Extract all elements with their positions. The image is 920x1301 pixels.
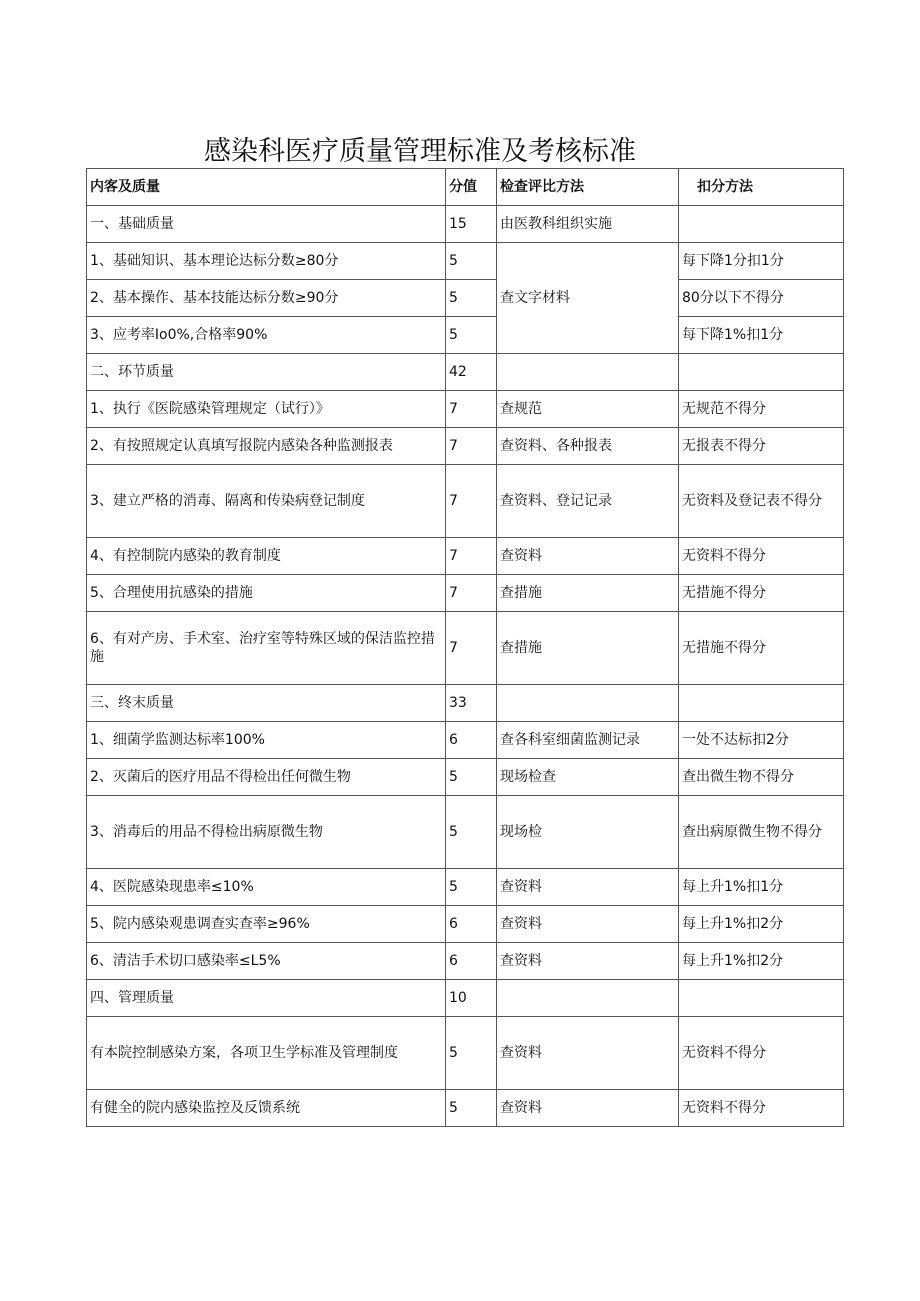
header-content: 内客及质量 — [87, 169, 446, 206]
row-deduct: 每下降1%扣1分 — [679, 317, 844, 354]
table-row — [87, 354, 844, 391]
row-score: 7 — [446, 538, 497, 575]
row-deduct: 无资料及登记表不得分 — [679, 465, 844, 538]
row-score: 5 — [446, 243, 497, 280]
table-row — [87, 206, 844, 243]
row-method: 查资料 — [497, 943, 679, 980]
table-row — [87, 428, 844, 465]
row-content: 4、医院感染现患率≤10% — [87, 869, 446, 906]
row-deduct: 无措施不得分 — [679, 612, 844, 685]
row-content: 有健全的院内感染监控及反馈系统 — [87, 1090, 446, 1127]
row-content: 6、有对产房、手术室、治疗室等特殊区域的保洁监控措施 — [87, 612, 446, 685]
row-deduct: 无资料不得分 — [679, 1090, 844, 1127]
assessment-table — [86, 168, 844, 1127]
row-deduct — [679, 354, 844, 391]
row-deduct: 查出微生物不得分 — [679, 759, 844, 796]
table-row — [87, 538, 844, 575]
row-score: 6 — [446, 943, 497, 980]
table-row — [87, 980, 844, 1017]
row-method — [497, 685, 679, 722]
row-score: 5 — [446, 1017, 497, 1090]
row-method: 查措施 — [497, 575, 679, 612]
table-row — [87, 906, 844, 943]
row-method — [497, 354, 679, 391]
row-method: 查资料 — [497, 538, 679, 575]
row-score: 5 — [446, 280, 497, 317]
table-row — [87, 280, 844, 317]
row-score: 7 — [446, 612, 497, 685]
row-score: 15 — [446, 206, 497, 243]
row-score: 5 — [446, 1090, 497, 1127]
row-deduct: 每下降1分扣1分 — [679, 243, 844, 280]
row-score: 7 — [446, 391, 497, 428]
row-method: 现场检查 — [497, 759, 679, 796]
table-row — [87, 869, 844, 906]
row-deduct: 查出病原微生物不得分 — [679, 796, 844, 869]
row-score: 5 — [446, 759, 497, 796]
table-row — [87, 391, 844, 428]
header-score: 分值 — [446, 169, 497, 206]
row-score: 33 — [446, 685, 497, 722]
row-score: 6 — [446, 906, 497, 943]
row-content: 有本院控制感染方案，各项卫生学标准及管理制度 — [87, 1017, 446, 1090]
page-title: 感染科医疗质量管理标准及考核标准 — [204, 136, 636, 167]
table-row — [87, 465, 844, 538]
table-row — [87, 612, 844, 685]
row-method: 查规范 — [497, 391, 679, 428]
row-deduct — [679, 206, 844, 243]
row-method: 查资料 — [497, 1090, 679, 1127]
row-content: 6、清洁手术切口感染率≤L5% — [87, 943, 446, 980]
row-score: 10 — [446, 980, 497, 1017]
row-score: 7 — [446, 575, 497, 612]
table-row — [87, 317, 844, 354]
row-method: 由医教科组织实施 — [497, 206, 679, 243]
row-content: 5、合理使用抗感染的措施 — [87, 575, 446, 612]
row-deduct: 80分以下不得分 — [679, 280, 844, 317]
row-content: 4、有控制院内感染的教育制度 — [87, 538, 446, 575]
row-content: 3、建立严格的消毒、隔离和传染病登记制度 — [87, 465, 446, 538]
header-deduct: 扣分方法 — [679, 169, 844, 206]
row-deduct: 一处不达标扣2分 — [679, 722, 844, 759]
table-row — [87, 759, 844, 796]
row-content: 2、有按照规定认真填写报院内感染各种监测报表 — [87, 428, 446, 465]
row-deduct — [679, 980, 844, 1017]
row-score: 5 — [446, 796, 497, 869]
table-row — [87, 1090, 844, 1127]
row-method: 查资料、登记记录 — [497, 465, 679, 538]
row-deduct: 无资料不得分 — [679, 1017, 844, 1090]
row-content: 3、应考率Io0%,合格率90% — [87, 317, 446, 354]
row-method — [497, 980, 679, 1017]
row-content: 一、基础质量 — [87, 206, 446, 243]
row-score: 7 — [446, 465, 497, 538]
row-deduct: 无报表不得分 — [679, 428, 844, 465]
row-content: 四、管理质量 — [87, 980, 446, 1017]
row-method-merged: 查文字材料 — [497, 243, 679, 354]
row-score: 5 — [446, 869, 497, 906]
row-content: 1、细菌学监测达标率100% — [87, 722, 446, 759]
row-method: 查各科室细菌监测记录 — [497, 722, 679, 759]
row-method: 查资料 — [497, 1017, 679, 1090]
row-content: 1、执行《医院感染管理规定（试行）》 — [87, 391, 446, 428]
row-method: 查资料 — [497, 906, 679, 943]
row-method: 查资料、各种报表 — [497, 428, 679, 465]
row-content: 二、环节质量 — [87, 354, 446, 391]
table-header-row — [87, 169, 844, 206]
row-content: 2、灭菌后的医疗用品不得检出任何微生物 — [87, 759, 446, 796]
table-row — [87, 575, 844, 612]
table-row — [87, 722, 844, 759]
row-deduct: 无规范不得分 — [679, 391, 844, 428]
row-deduct: 每上升1%扣2分 — [679, 906, 844, 943]
row-score: 42 — [446, 354, 497, 391]
row-score: 7 — [446, 428, 497, 465]
row-content: 3、消毒后的用品不得检出病原微生物 — [87, 796, 446, 869]
table-row — [87, 1017, 844, 1090]
row-deduct: 无资料不得分 — [679, 538, 844, 575]
row-method: 查措施 — [497, 612, 679, 685]
row-deduct — [679, 685, 844, 722]
header-method: 检查评比方法 — [497, 169, 679, 206]
row-content: 2、基本操作、基本技能达标分数≥90分 — [87, 280, 446, 317]
row-deduct: 无措施不得分 — [679, 575, 844, 612]
table-row — [87, 796, 844, 869]
row-content: 1、基础知识、基本理论达标分数≥80分 — [87, 243, 446, 280]
row-method: 现场检 — [497, 796, 679, 869]
row-deduct: 每上升1%扣1分 — [679, 869, 844, 906]
row-content: 5、院内感染观患调查实查率≥96% — [87, 906, 446, 943]
table-row — [87, 943, 844, 980]
table-row — [87, 243, 844, 280]
row-content: 三、终末质量 — [87, 685, 446, 722]
table-row — [87, 685, 844, 722]
row-score: 5 — [446, 317, 497, 354]
row-method: 查资料 — [497, 869, 679, 906]
row-score: 6 — [446, 722, 497, 759]
row-deduct: 每上升1%扣2分 — [679, 943, 844, 980]
